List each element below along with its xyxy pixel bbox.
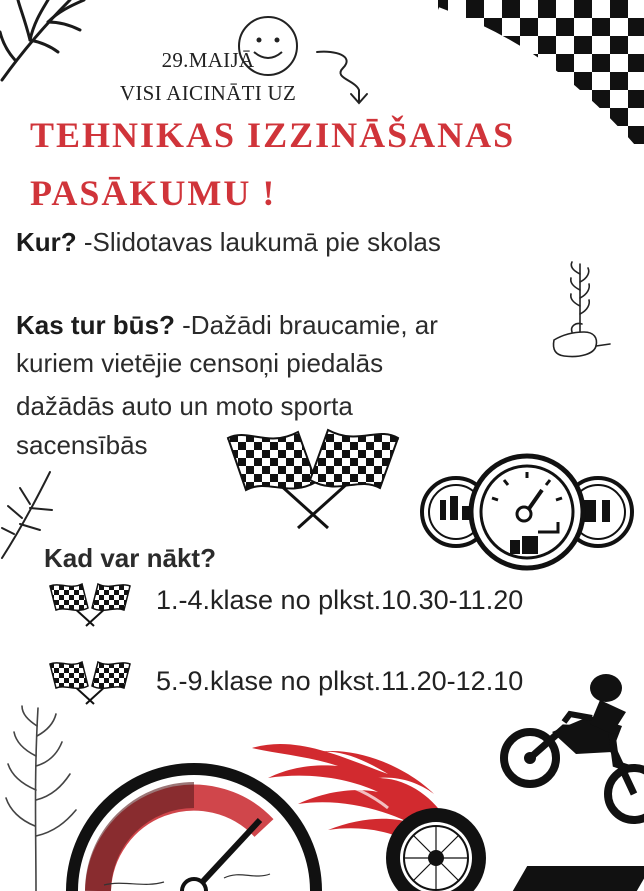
schedule-slot-1: 1.-4.klase no plkst.10.30-11.20 [156,585,524,615]
schedule-slot-2: 5.-9.klase no plkst.11.20-12.10 [156,666,524,696]
where-line [16,227,441,258]
crossed-flags-icon [198,418,428,530]
what-line-4: sacensībās [16,430,148,460]
motocross-rider-icon [494,668,644,838]
corner-stripe [513,866,644,891]
when-label: Kad var nākt? [44,543,216,573]
curly-arrow-icon [315,46,375,106]
what-line-3: dažādās auto un moto sporta [16,391,353,421]
hand-sprig-icon [550,262,640,372]
dashboard-gauges-icon [416,452,638,572]
small-flags-icon-2 [44,658,136,704]
headline-line-2: PASĀKUMU ! [30,173,277,213]
leaf-branch-icon [0,0,100,90]
headline-line-1: TEHNIKAS IZZINĀŠANAS [30,115,516,155]
where-label: Kur? [16,227,77,257]
flaming-wheel-icon [238,738,508,891]
what-line-2: kuriem vietējie censoņi piedalās [16,348,384,378]
where-text: -Slidotavas laukumā pie skolas [76,227,441,257]
what-text-1: -Dažādi braucamie, ar [174,310,438,340]
intro-date: 29.MAIJĀ [161,48,255,72]
what-line-1 [16,310,438,341]
small-flags-icon-1 [44,580,136,626]
intro-invitation: VISI AICINĀTI UZ [119,81,297,105]
what-label: Kas tur būs? [16,310,175,340]
